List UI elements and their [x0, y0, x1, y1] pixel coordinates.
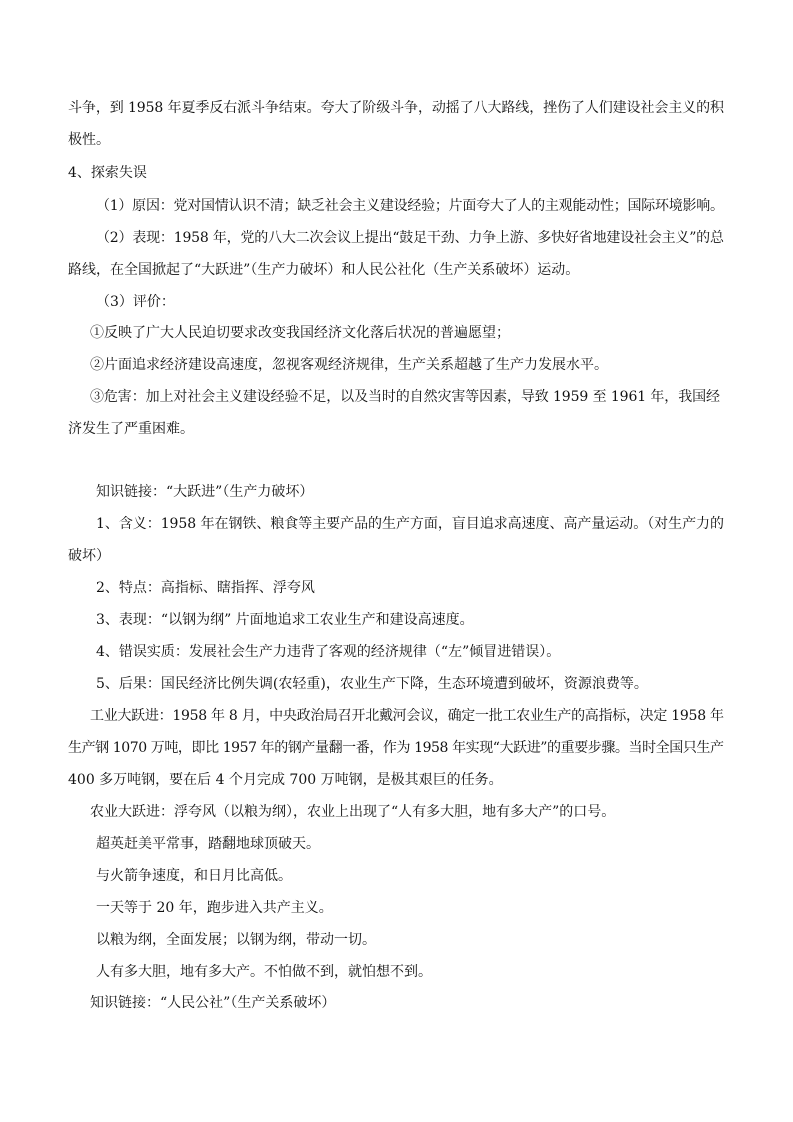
text-line-industry-1: 工业大跃进：1958 年 8 月，中央政治局召开北戴河会议，确定一批工农业生产的高指标，决定 1958 年 — [90, 708, 724, 724]
slogan-1: 超英赶美平常事，踏翻地球顶破天。 — [96, 836, 320, 852]
text-line-performance: 3、表现：“以钢为纲” 片面地追求工农业生产和建设高速度。 — [96, 612, 474, 628]
text-line-features: 2、特点：高指标、瞎指挥、浮夸风 — [96, 580, 315, 596]
text-line-evaluation-3b: 济发生了严重困难。 — [68, 421, 194, 437]
text-line-consequence: 5、后果：国民经济比例失调(农轻重)，农业生产下降，生态环境遭到破坏，资源浪费等。 — [96, 676, 648, 692]
slogan-5: 人有多大胆，地有多大产。不怕做不到，就怕想不到。 — [96, 964, 432, 980]
knowledge-link-heading-2: 知识链接：“人民公社”（生产关系破坏） — [90, 995, 336, 1011]
text-line-essence: 4、错误实质：发展社会生产力违背了客观的经济规律（“左”倾冒进错误）。 — [96, 644, 561, 660]
text-line-industry-3: 400 多万吨钢，要在后 4 个月完成 700 万吨钢，是极其艰巨的任务。 — [68, 772, 503, 788]
text-line-1: 斗争，到 1958 年夏季反右派斗争结束。夸大了阶级斗争，动摇了八大路线，挫伤了人们建设社会主义的积 — [68, 100, 724, 116]
text-line-manifestation-1: （2）表现：1958 年，党的八大二次会议上提出“鼓足干劲、力争上游、多快好省地建设社会主义”的总 — [96, 230, 724, 246]
text-line-manifestation-2: 路线，在全国掀起了“大跃进”（生产力破坏）和人民公社化（生产关系破坏）运动。 — [68, 262, 580, 278]
text-line-industry-2: 生产钢 1070 万吨，即比 1957 年的钢产量翻一番，作为 1958 年实现“大跃进”的重要步骤。当时全国只生产 — [68, 740, 724, 756]
text-line-meaning-1: 1、含义：1958 年在钢铁、粮食等主要产品的生产方面，盲目追求高速度、高产量运动。（对生产力的 — [96, 516, 724, 532]
text-line-evaluation-1: ①反映了广大人民迫切要求改变我国经济文化落后状况的普遍愿望； — [90, 325, 510, 341]
knowledge-link-heading-1: 知识链接：“大跃进”（生产力破坏） — [96, 484, 314, 500]
text-line-evaluation: （3）评价： — [96, 294, 175, 310]
text-line-agriculture: 农业大跃进：浮夸风（以粮为纲），农业上出现了“人有多大胆，地有多大产”的口号。 — [90, 804, 616, 820]
text-line-2: 极性。 — [68, 132, 110, 148]
section-heading: 4、探索失误 — [68, 165, 147, 181]
text-line-meaning-2: 破坏） — [68, 548, 110, 564]
slogan-2: 与火箭争速度，和日月比高低。 — [96, 868, 292, 884]
text-line-evaluation-3a: ③危害：加上对社会主义建设经验不足，以及当时的自然灾害等因素，导致 1959 至 1961 年，我国经 — [90, 389, 720, 405]
slogan-3: 一天等于 20 年，跑步进入共产主义。 — [96, 900, 333, 916]
text-line-cause: （1）原因：党对国情认识不清；缺乏社会主义建设经验；片面夸大了人的主观能动性；国际环境影响。 — [96, 198, 724, 214]
slogan-4: 以粮为纲，全面发展；以钢为纲，带动一切。 — [96, 932, 376, 948]
text-line-evaluation-2: ②片面追求经济建设高速度，忽视客观经济规律，生产关系超越了生产力发展水平。 — [90, 357, 608, 373]
